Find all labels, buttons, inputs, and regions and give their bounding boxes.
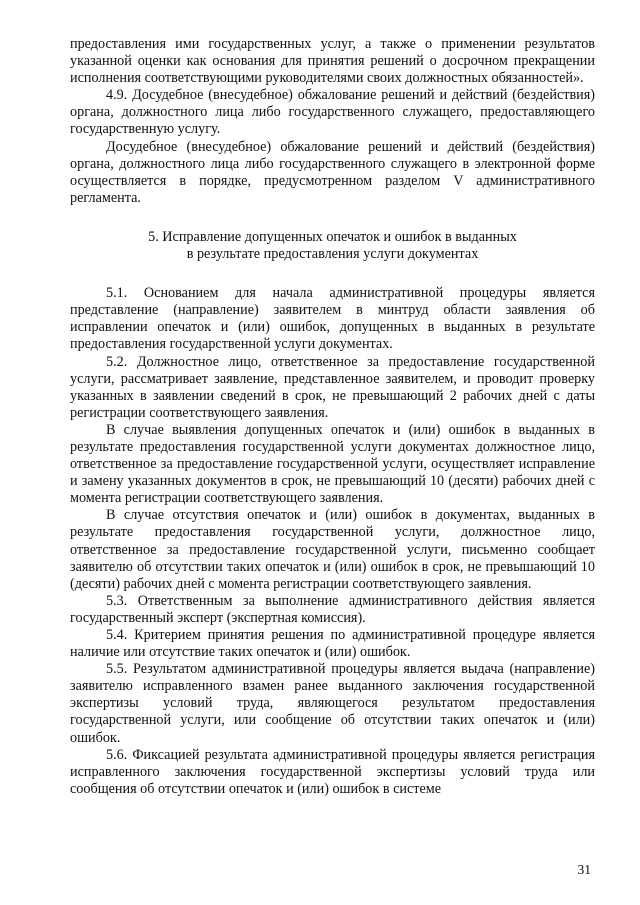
paragraph-5-3: 5.3. Ответственным за выполнение административного действия является государственный эксперт (экспертная комиссия).	[70, 592, 595, 626]
document-body	[70, 36, 595, 798]
paragraph-continuation: предоставления ими государственных услуг, а также о применении результатов указанной оценки как основания для принятия решений о досрочном прекращении исполнения соответствующими руководителями своих должностных обязанностей».	[70, 36, 595, 87]
section-5-heading-line-2: в результате предоставления услуги документах	[186, 246, 479, 263]
paragraph-5-2: 5.2. Должностное лицо, ответственное за предоставление государственной услуги, рассматривает заявление, представленное заявителем, и проводит проверку указанных в заявлении сведений в срок, не превышающий 2 рабочих дней с даты регистрации соответствующего заявления.	[70, 353, 595, 421]
paragraph-5-5: 5.5. Результатом административной процедуры является выдача (направление) заявителю исправленного взамен ранее выданного заключения государственной экспертизы условий труда, являющегося результатом предоставления государственной услуги, или сообщение об отсутствии таких опечаток и (или) ошибок.	[70, 661, 595, 746]
page-number: 31	[577, 862, 591, 877]
paragraph-electronic-appeal: Досудебное (внесудебное) обжалование решений и действий (бездействия) органа, должностного лица либо государственного служащего в электронной форме осуществляется в порядке, предусмотренном разделом V административного регламента.	[70, 138, 595, 206]
paragraph-5-6: 5.6. Фиксацией результата административной процедуры является регистрация исправленного заключения государственной экспертизы условий труда или сообщения об отсутствии опечаток и (или) ошибок в системе	[70, 746, 595, 797]
paragraph-5-1: 5.1. Основанием для начала административной процедуры является представление (направление) заявителем в минтруд области заявления об исправлении опечаток и (или) ошибок, допущенных в выданных в результате предоставления государственной услуги документах.	[70, 285, 595, 353]
paragraph-no-errors: В случае отсутствия опечаток и (или) ошибок в документах, выданных в результате предоставления государственной услуги, должностное лицо, ответственное за предоставление государственной услуги, письменно сообщает заявителю об отсутствии таких опечаток и (или) ошибок в срок, не превышающий 10 (десяти) рабочих дней с момента регистрации соответствующего заявления.	[70, 507, 595, 592]
section-5-heading	[70, 229, 595, 263]
paragraph-errors-found: В случае выявления допущенных опечаток и (или) ошибок в выданных в результате предоставления государственной услуги документах должностное лицо, ответственное за предоставление государственной услуги, осуществляет исправление и замену указанных документов в срок, не превышающий 10 (десяти) рабочих дней с момента регистрации соответствующего заявления.	[70, 421, 595, 507]
paragraph-4-9: 4.9. Досудебное (внесудебное) обжалование решений и действий (бездействия) органа, должностного лица либо государственного служащего, предоставляющего государственную услугу.	[70, 87, 595, 138]
section-5-heading-line-1: 5. Исправление допущенных опечаток и ошибок в выданных	[148, 228, 517, 245]
paragraph-5-4: 5.4. Критерием принятия решения по административной процедуре является наличие или отсутствие таких опечаток и (или) ошибок.	[70, 627, 595, 661]
